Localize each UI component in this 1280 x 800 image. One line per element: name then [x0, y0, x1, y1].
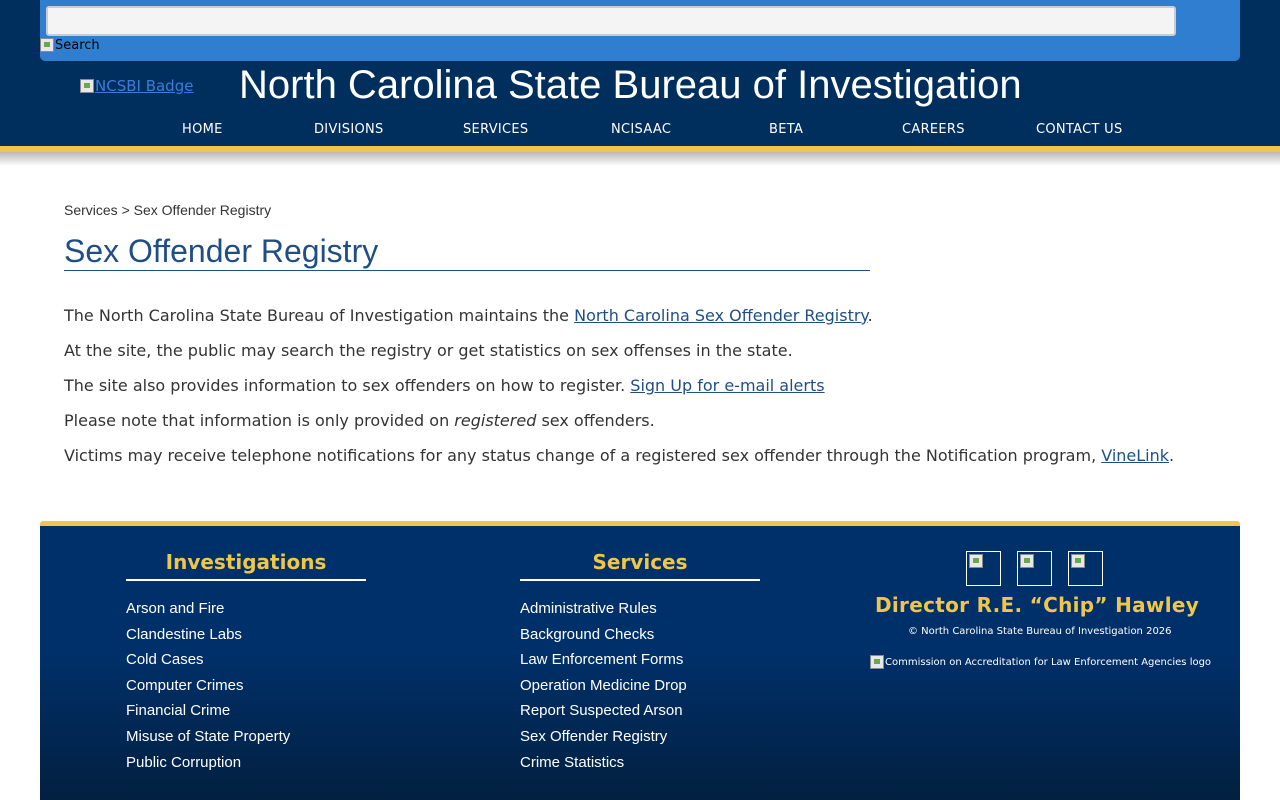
nav-divisions[interactable]: DIVISIONS — [314, 122, 384, 137]
social-link-3[interactable] — [1068, 551, 1103, 586]
site-title: North Carolina State Bureau of Investigation — [239, 63, 1022, 107]
footer-link-report-suspected-arson[interactable]: Report Suspected Arson — [520, 702, 683, 720]
calea-alt-text: Commission on Accreditation for Law Enforcement Agencies logo — [885, 656, 1212, 668]
paragraph-registry-intro — [64, 305, 873, 327]
site-footer — [40, 521, 1240, 800]
breadcrumb-current: Sex Offender Registry — [133, 202, 272, 218]
social-3-icon — [1071, 554, 1085, 568]
footer-link-public-corruption[interactable]: Public Corruption — [126, 753, 242, 771]
nav-careers[interactable]: CAREERS — [902, 122, 965, 137]
vinelink-link[interactable]: VineLink — [1101, 446, 1170, 465]
site-header — [0, 0, 1280, 147]
services-heading: Services — [520, 548, 760, 581]
paragraph-public-search — [64, 340, 793, 362]
footer-link-sex-offender-registry[interactable]: Sex Offender Registry — [520, 727, 668, 745]
footer-link-background-checks[interactable]: Background Checks — [520, 625, 655, 643]
breadcrumb — [64, 202, 271, 218]
footer-link-operation-medicine-drop[interactable]: Operation Medicine Drop — [520, 676, 687, 694]
investigations-list — [126, 600, 290, 779]
footer-link-computer-crimes[interactable]: Computer Crimes — [126, 676, 244, 694]
p5-end: . — [1169, 446, 1175, 465]
nav-services[interactable]: SERVICES — [463, 122, 529, 137]
footer-link-financial-crime[interactable]: Financial Crime — [126, 702, 231, 720]
nc-sex-offender-registry-link[interactable]: North Carolina Sex Offender Registry — [574, 306, 868, 325]
search-button-label: Search — [55, 37, 100, 53]
search-icon — [40, 38, 54, 52]
p2-text: At the site, the public may search the registry or get statistics on sex offenses in the state. — [64, 341, 793, 360]
copyright-notice: © North Carolina State Bureau of Investigation 2026 — [908, 626, 1172, 637]
nav-contact-us[interactable]: CONTACT US — [1036, 122, 1123, 137]
paragraph-register-info — [64, 375, 825, 397]
page-title: Sex Offender Registry — [64, 231, 870, 271]
social-1-icon — [969, 554, 983, 568]
p4-emphasis: registered — [454, 411, 537, 430]
search-button[interactable] — [40, 36, 100, 54]
breadcrumb-services-link[interactable]: Services — [64, 202, 118, 218]
footer-link-cold-cases[interactable]: Cold Cases — [126, 651, 204, 669]
ncsbi-badge-link[interactable] — [80, 77, 193, 95]
social-link-2[interactable] — [1017, 551, 1052, 586]
p1-end: . — [867, 306, 873, 325]
footer-link-administrative-rules[interactable]: Administrative Rules — [520, 600, 657, 617]
badge-alt-text: NCSBI Badge — [95, 77, 194, 95]
p1-text: The North Carolina State Bureau of Investigation maintains the — [64, 306, 575, 325]
services-list — [520, 600, 687, 779]
nav-beta[interactable]: BETA — [769, 122, 804, 137]
p4-end: sex offenders. — [536, 411, 655, 430]
footer-link-law-enforcement-forms[interactable]: Law Enforcement Forms — [520, 651, 684, 669]
header-shadow — [0, 152, 1280, 166]
p4-text: Please note that information is only provided on — [64, 411, 455, 430]
calea-logo — [870, 655, 1211, 669]
badge-icon — [80, 79, 94, 93]
footer-link-misuse-of-state-property[interactable]: Misuse of State Property — [126, 727, 291, 745]
p5-text: Victims may receive telephone notifications for any status change of a registered sex offender through the Notification program, — [64, 446, 1102, 465]
email-alerts-signup-link[interactable]: Sign Up for e-mail alerts — [630, 376, 825, 395]
footer-link-arson-and-fire[interactable]: Arson and Fire — [126, 600, 225, 617]
social-link-1[interactable] — [966, 551, 1001, 586]
director-name: Director R.E. “Chip” Hawley — [875, 593, 1200, 617]
paragraph-victim-notification — [64, 445, 1174, 467]
nav-home[interactable]: HOME — [182, 122, 223, 137]
social-2-icon — [1020, 554, 1034, 568]
paragraph-registered-note — [64, 410, 655, 432]
calea-logo-icon — [870, 655, 884, 669]
p3-text: The site also provides information to sex offenders on how to register. — [64, 376, 631, 395]
footer-link-clandestine-labs[interactable]: Clandestine Labs — [126, 625, 242, 643]
main-nav — [0, 122, 1280, 142]
search-input[interactable] — [46, 6, 1176, 36]
search-bar — [40, 0, 1240, 61]
footer-link-crime-statistics[interactable]: Crime Statistics — [520, 753, 625, 771]
nav-ncisaac[interactable]: NCISAAC — [611, 122, 672, 137]
investigations-heading: Investigations — [126, 548, 366, 581]
breadcrumb-separator: > — [117, 202, 134, 218]
